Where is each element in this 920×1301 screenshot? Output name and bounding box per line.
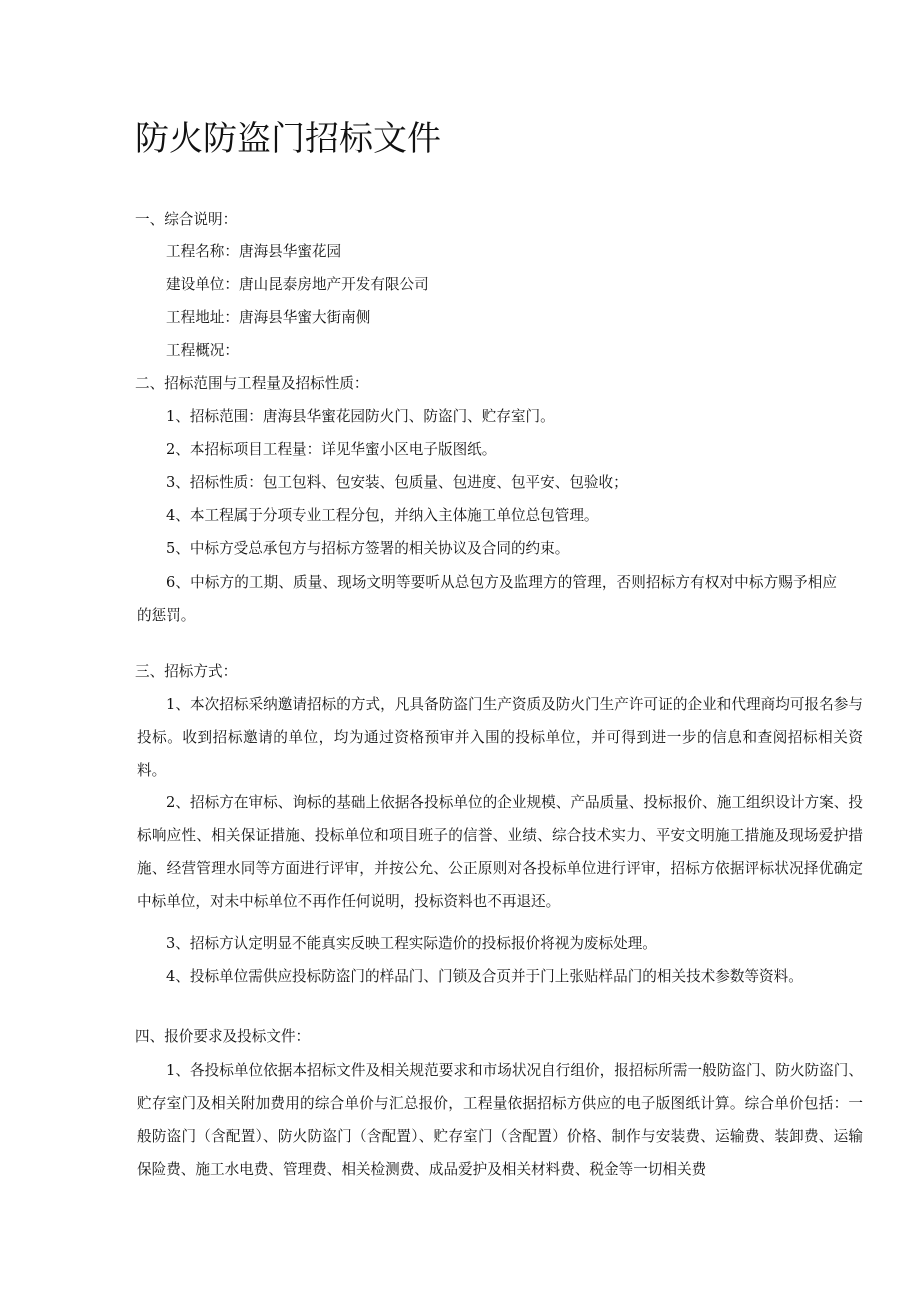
project-name-line: 工程名称：唐海县华蜜花园: [166, 243, 342, 260]
builder-line: 建设单位：唐山昆泰房地产开发有限公司: [166, 276, 429, 293]
section-2-item: 4、本工程属于分项专业工程分包，并纳入主体施工单位总包管理。: [166, 507, 599, 524]
section-3-item: 4、投标单位需供应投标防盗门的样品门、门锁及合页并于门上张贴样品门的相关技术参数等资料。: [166, 968, 803, 985]
section-3-item: 3、招标方认定明显不能真实反映工程实际造价的投标报价将视为废标处理。: [166, 935, 657, 952]
section-2-item: 5、中标方受总承包方与招标方签署的相关协议及合同的约束。: [166, 540, 570, 557]
section-2-heading: 二、招标范围与工程量及招标性质：: [135, 375, 369, 392]
section-3-heading: 三、招标方式：: [135, 663, 238, 680]
section-4-heading: 四、报价要求及投标文件：: [135, 1028, 311, 1045]
section-4-item: 1、各投标单位依据本招标文件及相关规范要求和市场状况自行组价，报招标所需一般防盗门、防火防盗门、贮存室门及相关附加费用的综合单价与汇总报价，工程量依据招标方供应的电子版图纸计算。综合单价包括：一般防盗门（含配置）、防火防盗门（含配置）、贮存室门（含配置）价格、制作与安装费、运输费、装卸费、运输保险费、施工水电费、管理费、相关检测费、成品爱护及相关材料费、税金等一切相关费: [137, 1062, 863, 1178]
section-2-item: 3、招标性质：包工包料、包安装、包质量、包进度、包平安、包验收；: [166, 474, 628, 491]
address-line: 工程地址：唐海县华蜜大街南侧: [166, 309, 371, 326]
section-1-heading: 一、综合说明：: [135, 211, 238, 228]
section-3-item: 1、本次招标采纳邀请招标的方式，凡具备防盗门生产资质及防火门生产许可证的企业和代理商均可报名参与投标。收到招标邀请的单位，均为通过资格预审并入围的投标单位，并可得到进一步的信息和查阅招标相关资料。: [137, 696, 863, 779]
section-2-item: 2、本招标项目工程量：详见华蜜小区电子版图纸。: [166, 441, 497, 458]
section-2-item: 1、招标范围：唐海县华蜜花园防火门、防盗门、贮存室门。: [166, 408, 555, 425]
section-3-item: 2、招标方在审标、询标的基础上依据各投标单位的企业规模、产品质量、投标报价、施工组织设计方案、投标响应性、相关保证措施、投标单位和项目班子的信誉、业绩、综合技术实力、平安文明施工措施及现场爱护措施、经营管理水同等方面进行评审，并按公允、公正原则对各投标单位进行评审，招标方依据评标状况择优确定中标单位，对未中标单位不再作任何说明，投标资料也不再退还。: [137, 794, 863, 910]
overview-line: 工程概况：: [166, 342, 239, 359]
document-title: 防火防盗门招标文件: [135, 119, 441, 159]
section-2-item: 6、中标方的工期、质量、现场文明等要听从总包方及监理方的管理，否则招标方有权对中标方赐予相应的惩罚。: [137, 574, 837, 624]
